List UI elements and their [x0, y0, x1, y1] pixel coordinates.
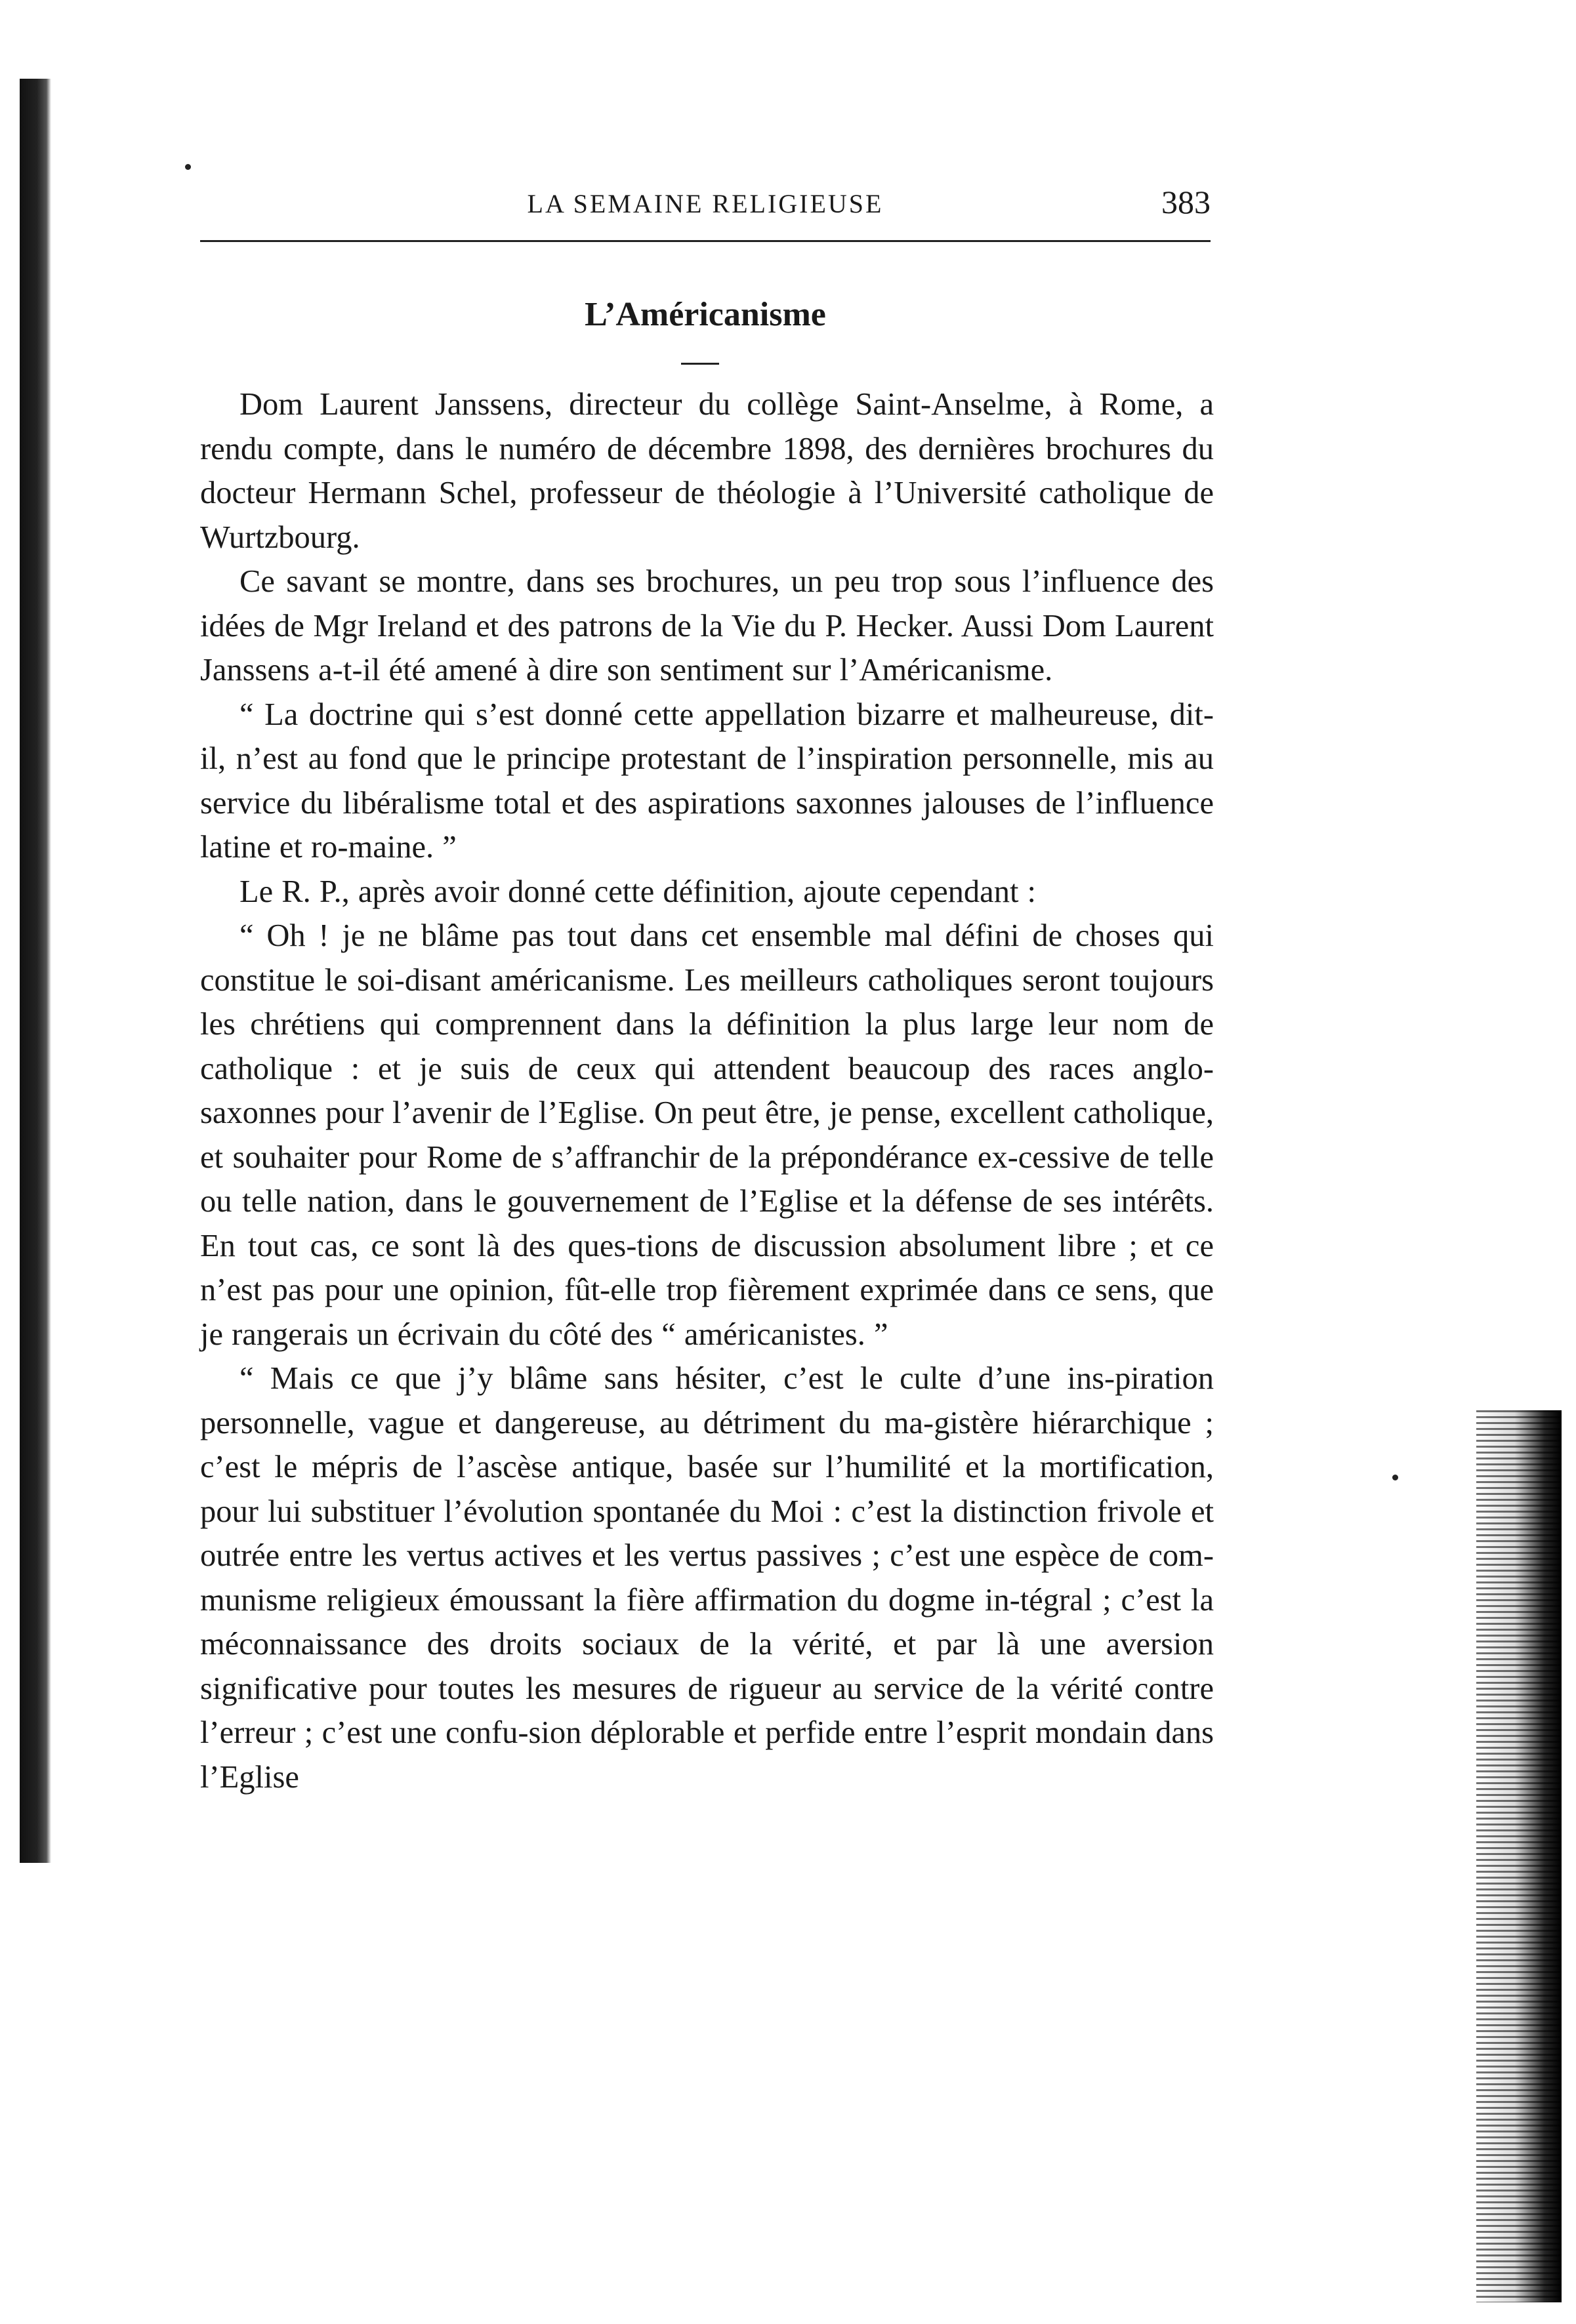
header-rule	[200, 240, 1211, 242]
article-title: L’Américanisme	[585, 296, 826, 333]
scan-speck	[185, 164, 191, 170]
paragraph: Dom Laurent Janssens, directeur du collège Saint-Anselme, à Rome, a rendu compte, dans le numéro de décembre 1898, des dernières brochures du docteur Hermann Schel, professeur de théologie à l’Université catholique de Wurtzbourg.	[200, 387, 1214, 555]
paragraph: Le R. P., après avoir donné cette définition, ajoute cependant :	[239, 874, 1037, 909]
paragraph: Ce savant se montre, dans ses brochures, un peu trop sous l’influence des idées de Mgr Ireland et des patrons de la Vie du P. Hecker. Aussi Dom Laurent Janssens a-t-il été amené à dire son sentiment sur l’Américanisme.	[200, 564, 1214, 687]
scan-shadow-right	[1476, 1410, 1562, 2302]
paragraph: “ La doctrine qui s’est donné cette appellation bizarre et malheureuse, dit-il, n’est au fond que le principe protestant de l’inspiration personnelle, mis au service du libéralisme total et des aspirations saxonnes jalouses de l’influence latine et ro-maine. ”	[200, 697, 1214, 865]
running-head: LA SEMAINE RELIGIEUSE	[527, 189, 884, 218]
page-number: 383	[1161, 184, 1211, 220]
paragraph: “ Mais ce que j’y blâme sans hésiter, c’est le culte d’une ins-piration personnelle, vague et dangereuse, au détriment du ma-gistère hiérarchique ; c’est le mépris de l’ascèse antique, basée sur l’humilité et la mortification, pour lui substituer l’évolution spontanée du Moi : c’est la distinction frivole et outrée entre les vertus actives et les vertus passives ; c’est une espèce de com-munisme religieux émoussant la fière affirmation du dogme in-tégral ; c’est la méconnaissance des droits sociaux de la vérité, et par là une aversion significative pour toutes les mesures de rigueur au service de la vérité contre l’erreur ; c’est une confu-sion déplorable et perfide entre l’esprit mondain dans l’Eglise	[200, 1361, 1214, 1795]
page-header	[200, 180, 1211, 226]
scan-speck	[1392, 1475, 1398, 1480]
title-dash	[681, 363, 719, 365]
article-body	[200, 382, 1214, 1799]
paragraph: “ Oh ! je ne blâme pas tout dans cet ensemble mal défini de choses qui constitue le soi-disant américanisme. Les meilleurs catholiques seront toujours les chrétiens qui comprennent dans la définition la plus large leur nom de catholique : et je suis de ceux qui attendent beaucoup des races anglo-saxonnes pour l’avenir de l’Eglise. On peut être, je pense, excellent catholique, et souhaiter pour Rome de s’affranchir de la prépondérance ex-cessive de telle ou telle nation, dans le gouvernement de l’Eglise et la défense de ses intérêts. En tout cas, ce sont là des ques-tions de discussion absolument libre ; et ce n’est pas pour une opinion, fût-elle trop fièrement exprimée dans ce sens, que je rangerais un écrivain du côté des “ américanistes. ”	[200, 918, 1214, 1352]
scan-shadow-left	[20, 79, 51, 1863]
